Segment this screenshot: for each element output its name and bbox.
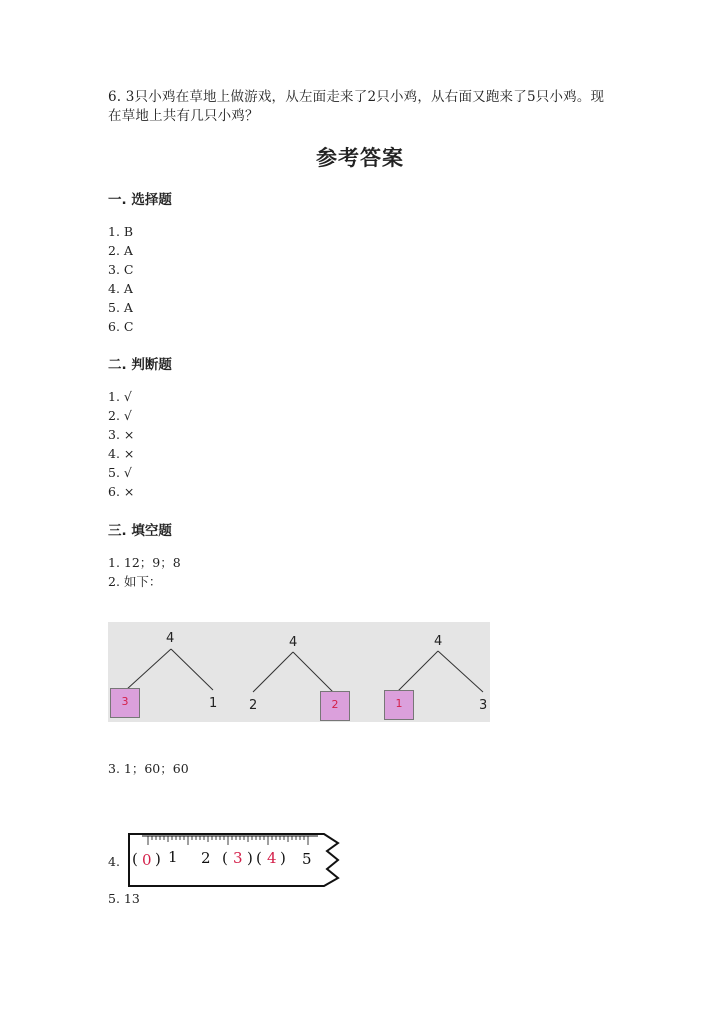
bond-left-number: 2 <box>249 698 258 713</box>
ruler-label: 3 <box>233 849 243 867</box>
bond-top-number: 4 <box>289 635 298 650</box>
section-heading-choice: 一. 选择题 <box>108 192 172 208</box>
ruler-drawing <box>128 832 348 888</box>
fill-answer-4-prefix: 4. <box>108 854 120 869</box>
svg-text:(: ( <box>222 849 228 867</box>
bond-right-number: 1 <box>209 696 218 711</box>
ruler-label: 1 <box>168 848 178 866</box>
judge-answer: 1. √ <box>108 389 132 404</box>
choice-answer: 1. B <box>108 224 134 239</box>
answer-box <box>320 691 350 721</box>
judge-answer: 6. × <box>108 484 135 499</box>
judge-answer: 4. × <box>108 446 135 461</box>
svg-text:): ) <box>247 849 253 867</box>
fill-answer-2: 2. 如下： <box>108 574 162 589</box>
ruler-figure <box>128 832 348 892</box>
bond-top-number: 4 <box>434 634 443 649</box>
question-6-text: 6. 3只小鸡在草地上做游戏，从左面走来了2只小鸡，从右面又跑来了5只小鸡。现在草地上共有几只小鸡？ <box>108 89 605 124</box>
choice-answer: 3. C <box>108 262 134 277</box>
answer-value: 2 <box>331 698 339 711</box>
ruler-label: 2 <box>201 849 211 867</box>
answer-box <box>110 688 140 718</box>
choice-answer: 5. A <box>108 300 133 315</box>
svg-text:(: ( <box>256 849 262 867</box>
judge-answer: 5. √ <box>108 465 132 480</box>
svg-text:): ) <box>280 849 286 867</box>
ruler-label: 0 <box>142 851 152 869</box>
choice-answer: 2. A <box>108 243 133 258</box>
answer-value: 3 <box>121 695 129 708</box>
judge-answer: 2. √ <box>108 408 132 423</box>
choice-answer: 6. C <box>108 319 134 334</box>
section-heading-fill: 三. 填空题 <box>108 523 172 539</box>
svg-text:): ) <box>155 850 161 868</box>
ruler-label: 5 <box>302 850 312 868</box>
choice-answer: 4. A <box>108 281 133 296</box>
fill-answer-5: 5. 13 <box>108 891 140 906</box>
section-heading-judge: 二. 判断题 <box>108 357 172 373</box>
svg-text:(: ( <box>132 850 138 868</box>
bond-right-number: 3 <box>479 698 488 713</box>
answer-value: 1 <box>395 697 403 710</box>
fill-answer-1: 1. 12；9；8 <box>108 555 181 570</box>
answer-title: 参考答案 <box>316 145 404 170</box>
answer-box <box>384 690 414 720</box>
fill-answer-3: 3. 1；60；60 <box>108 761 189 776</box>
number-bond-diagram <box>108 622 490 722</box>
judge-answer: 3. × <box>108 427 135 442</box>
ruler-label: 4 <box>267 849 277 867</box>
bond-top-number: 4 <box>166 631 175 646</box>
